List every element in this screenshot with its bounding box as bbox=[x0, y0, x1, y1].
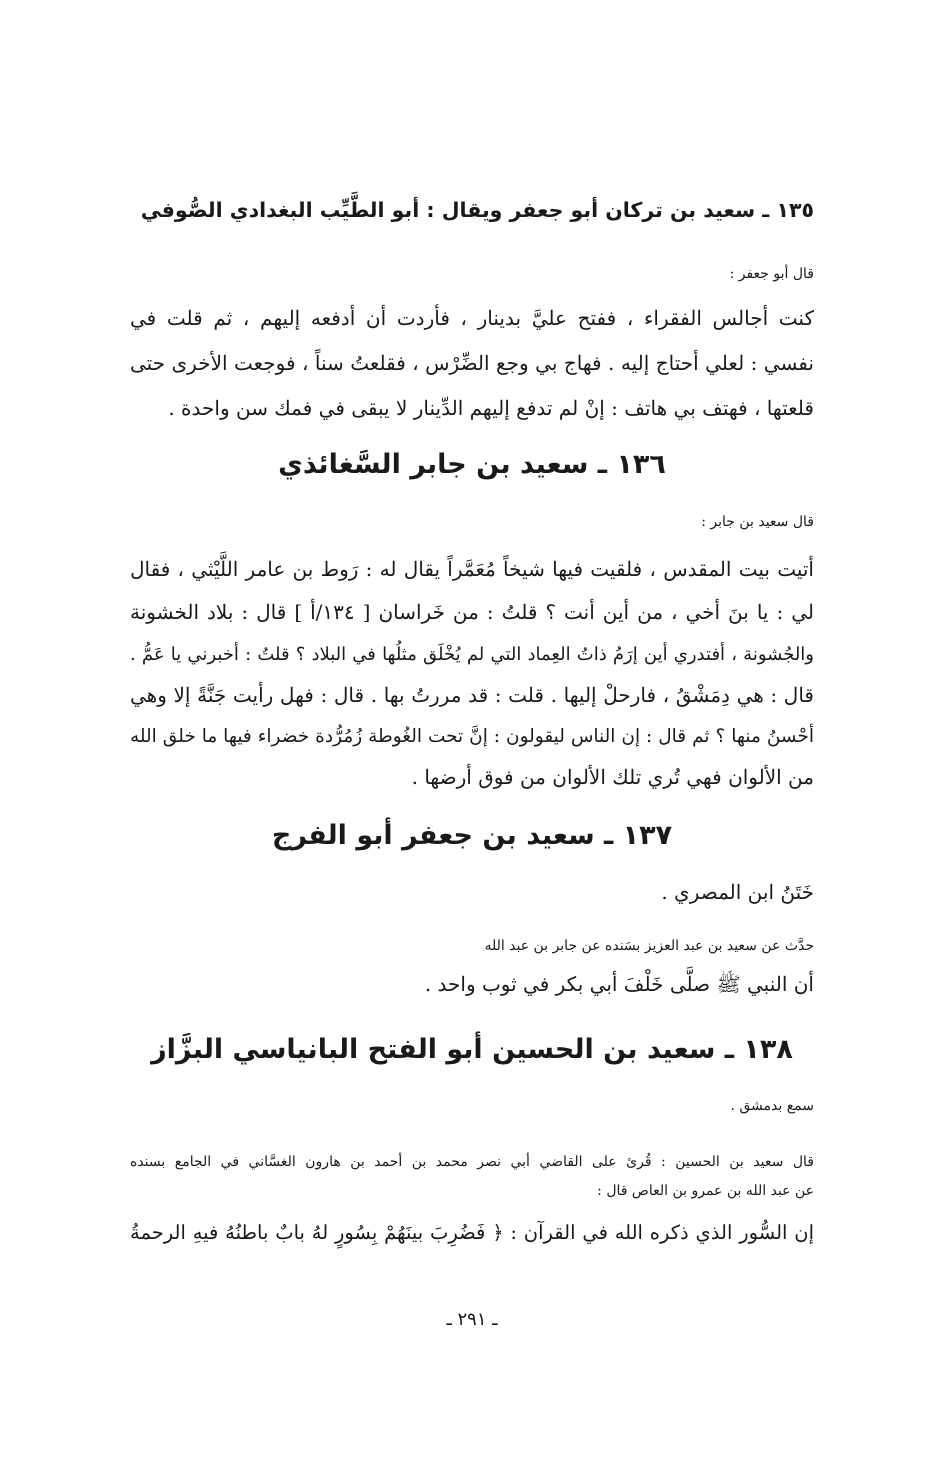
page-number: ـ ٢٩١ ـ bbox=[446, 1309, 498, 1330]
entry-136-line-5: أحْسنُ منها ؟ ثم قال : إن الناس ليقولون : إنَّ تحت الغُوطة زُمُرُّدة خضراء فيها ما خلق الله bbox=[130, 726, 814, 747]
entry-136-line-3: والجُشونة ، أفتدري أين إرَمُ ذاتُ العِماد التي لم يُخْلَق مثلُها في البلاد ؟ قلتُ : أخبرني يا عَمُّ . bbox=[130, 644, 815, 665]
entry-136-intro: قال سعيد بن جابر : bbox=[701, 514, 814, 530]
entry-137-intro: خَتَنُ ابن المصري . bbox=[661, 880, 814, 904]
entry-136-heading: ١٣٦ ـ سعيد بن جابر السَّغائذي bbox=[278, 449, 666, 480]
entry-135-line-2: نفسي : لعلي أحتاج إليه . فهاج بي وجع الضِّرْس ، فقلعتُ سناً ، فوجعت الأخرى حتى bbox=[130, 351, 814, 375]
entry-138-heading: ١٣٨ ـ سعيد بن الحسين أبو الفتح البانياسي البزَّاز bbox=[151, 1034, 793, 1065]
entry-137-heading: ١٣٧ ـ سعيد بن جعفر أبو الفرج bbox=[271, 820, 673, 851]
entry-138-sanad-line-1: قال سعيد بن الحسين : قُرئ على القاضي أبي نصر محمد بن أحمد بن هارون الغسَّاني في الجامع بسنده bbox=[130, 1154, 814, 1170]
entry-137-sanad: حدَّث عن سعيد بن عبد العزيز بسَنده عن جابر بن عبد الله bbox=[484, 938, 814, 954]
entry-138-sanad-line-2: عن عبد الله بن عمرو بن العاص قال : bbox=[597, 1183, 814, 1199]
entry-135-line-1: كنت أجالس الفقراء ، ففتح عليَّ بدينار ، فأردت أن أدفعه إليهم ، ثم قلت في bbox=[130, 306, 814, 330]
entry-137-line-1: أن النبي ﷺ صلَّى خَلْفَ أبي بكر في ثوب واحد . bbox=[424, 972, 814, 996]
entry-135-intro: قال أبو جعفر : bbox=[729, 266, 814, 282]
entry-136-line-1: أتيت بيت المقدس ، فلقيت فيها شيخاً مُعَمَّراً يقال له : رَوط بن عامر اللَّيْثي ، فقال bbox=[130, 557, 814, 581]
entry-136-line-2: لي : يا بنَ أخي ، من أين أنت ؟ قلتُ : من خَراسان [ ١٣٤/أ ] قال : بلاد الخشونة bbox=[130, 600, 814, 624]
entry-136-line-4: قال : هي دِمَشْقُ ، فارحلْ إليها . قلت : قد مررتُ بها . قال : فهل رأيت جَنَّةً إلا وهي bbox=[130, 683, 814, 707]
entry-138-intro: سمع بدمشق . bbox=[730, 1098, 814, 1114]
entry-138-line-1: إن السُّور الذي ذكره الله في القرآن : ﴿ فَضُرِبَ بينَهُمْ بِسُورٍ لهُ بابٌ باطنُهُ فيهِ الرحمةُ bbox=[130, 1221, 814, 1244]
entry-136-line-6: من الألوان فهي تُري تلك الألوان من فوق أرضها . bbox=[411, 765, 814, 789]
entry-135-heading: ١٣٥ ـ سعيد بن تركان أبو جعفر ويقال : أبو الطَّيِّب البغدادي الصُّوفي bbox=[140, 198, 814, 222]
entry-135-line-3: قلعتها ، فهتف بي هاتف : إنْ لم تدفع إليهم الدِّينار لا يبقى في فمك سن واحدة . bbox=[168, 396, 814, 420]
